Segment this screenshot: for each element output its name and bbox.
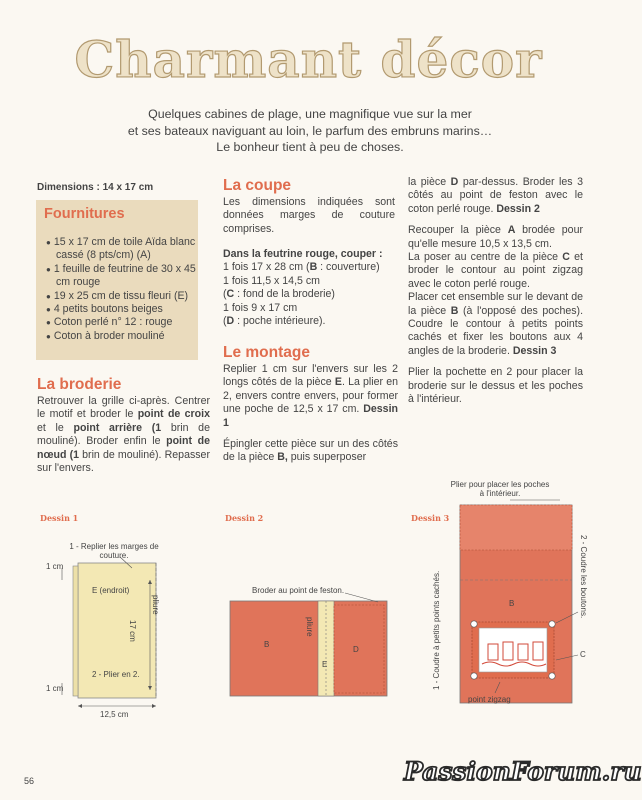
piece-b-label: B xyxy=(509,599,515,608)
plier-poches-label: Plier pour placer les poches à l'intérieur. xyxy=(450,480,550,498)
col3-paragraph: La poser au centre de la pièce C et broder le contour au point zigzag avec le coton perlé rouge. xyxy=(408,251,583,290)
coupe-line: 1 fois 17 x 28 cm (B : couverture) xyxy=(223,261,380,274)
col3-paragraph: Recouper la pièce A brodée pour qu'elle mesure 10,5 x 13,5 cm. xyxy=(408,224,583,250)
montage-paragraph: Replier 1 cm sur l'envers sur les 2 longs côtés de la pièce E. La plier en 2, envers contre envers, pour former une poche de 12,5 x 17 cm. Dessin 1 xyxy=(223,363,398,429)
montage-paragraph: Épingler cette pièce sur un des côtés de la pièce B, puis superposer xyxy=(223,438,398,464)
height-label: 17 cm xyxy=(128,620,137,642)
fournitures-title: Fournitures xyxy=(44,206,125,222)
button-icon xyxy=(549,621,555,627)
pliure-label: pliure xyxy=(305,617,314,637)
coupe-line: (D : poche intérieure). xyxy=(223,315,326,328)
col3-paragraph: Plier la pochette en 2 pour placer la broderie sur le dessus et les poches à l'intérieur. xyxy=(408,366,583,406)
col3-paragraph: Placer cet ensemble sur le devant de la pièce B (à l'opposé des poches). Coudre le contour à petits points cachés et fixer les boutons aux 4 angles de la broderie. Dessin 3 xyxy=(408,291,584,357)
margin-bottom-label: 1 cm xyxy=(46,684,64,693)
plier-label: 2 - Plier en 2. xyxy=(92,670,140,679)
dessin1-drawing xyxy=(62,557,156,708)
list-item: ● 4 petits boutons beiges xyxy=(46,303,196,316)
width-label: 12,5 cm xyxy=(100,710,129,719)
button-icon xyxy=(549,673,555,679)
coupe-line: (C : fond de la broderie) xyxy=(223,288,335,301)
fold-margin xyxy=(73,566,78,696)
endroit-label: E (endroit) xyxy=(92,586,130,595)
margin-top-label: 1 cm xyxy=(46,562,64,571)
text-run: Retrouver la grille ci-après. Centrer le motif et broder le xyxy=(37,395,210,421)
coupe-text: Les dimensions indiquées sont données marges de couture comprises. xyxy=(223,196,395,235)
coudre-points-label: 1 - Coudre à petits points cachés. xyxy=(432,570,441,690)
felt-piece-d xyxy=(334,605,384,693)
zigzag-label: point zigzag xyxy=(468,695,511,704)
dessin2-drawing xyxy=(230,593,387,696)
beach-hut xyxy=(533,642,543,660)
coupe-title: La coupe xyxy=(223,177,292,194)
piece-b-label: B xyxy=(264,640,270,649)
dessin2-tag: Dessin 2 xyxy=(225,513,264,523)
dimensions-label: Dimensions : 14 x 17 cm xyxy=(37,182,154,193)
replier-label: 1 - Replier les marges de couture. xyxy=(69,542,159,560)
inner-pocket xyxy=(460,505,572,550)
coudre-boutons-label: 2 - Coudre les boutons. xyxy=(579,535,588,619)
intro-line: Le bonheur tient à peu de choses. xyxy=(216,140,404,154)
button-icon xyxy=(471,673,477,679)
dessin3-drawing xyxy=(460,500,578,703)
page-number: 56 xyxy=(24,776,35,786)
dessin1-tag: Dessin 1 xyxy=(40,513,79,523)
text-run: brin de mouliné). Broder enfin le xyxy=(37,421,210,448)
text-bold: point de croix xyxy=(137,408,210,421)
text-bold: point arrière xyxy=(73,421,143,434)
intro-line: Quelques cabines de plage, une magnifique vue sur la mer xyxy=(148,107,472,121)
text-bold: point de nœud xyxy=(37,435,210,461)
piece-d-label: D xyxy=(353,645,359,654)
pliure-label: pliure xyxy=(151,595,160,615)
text-bold: (1 xyxy=(151,421,162,434)
beach-hut xyxy=(503,642,513,660)
list-item: ● Coton perlé n° 12 : rouge xyxy=(46,316,196,329)
page-title: Charmant décor xyxy=(74,30,543,89)
coupe-line: 1 fois 11,5 x 14,5 cm xyxy=(223,274,320,287)
list-item: ● 15 x 17 cm de toile Aïda blanc cassé (8 pts/cm) (A) xyxy=(46,236,196,263)
piece-c-label: C xyxy=(580,650,586,659)
list-item: ● 19 x 25 cm de tissu fleuri (E) xyxy=(46,290,196,303)
col3-paragraph: la pièce D par-dessus. Broder les 3 côtés au point de feston avec le coton perlé rouge. Dessin 2 xyxy=(408,176,583,215)
beach-hut xyxy=(518,644,528,660)
feston-label: Broder au point de feston. xyxy=(252,586,345,595)
button-icon xyxy=(471,621,477,627)
text-bold: (1 xyxy=(69,448,79,461)
text-run: brin de mouliné). Repasser sur l'envers. xyxy=(37,448,210,475)
coupe-subtitle: Dans la feutrine rouge, couper : xyxy=(223,248,383,260)
broderie-title: La broderie xyxy=(37,376,122,393)
coupe-line: 1 fois 9 x 17 cm xyxy=(223,301,298,314)
watermark-text: PassionForum.ru xyxy=(404,757,642,786)
montage-title: Le montage xyxy=(223,344,310,361)
text-run: et le xyxy=(37,421,64,434)
piece-e-label: E xyxy=(322,660,328,669)
dessin3-tag: Dessin 3 xyxy=(411,513,450,523)
beach-hut xyxy=(488,644,498,660)
intro-line: et ses bateaux naviguant au loin, le parfum des embruns marins… xyxy=(127,123,493,138)
list-item: ● Coton à broder mouliné xyxy=(46,330,196,343)
list-item: ● 1 feuille de feutrine de 30 x 45 cm rouge xyxy=(46,263,196,290)
